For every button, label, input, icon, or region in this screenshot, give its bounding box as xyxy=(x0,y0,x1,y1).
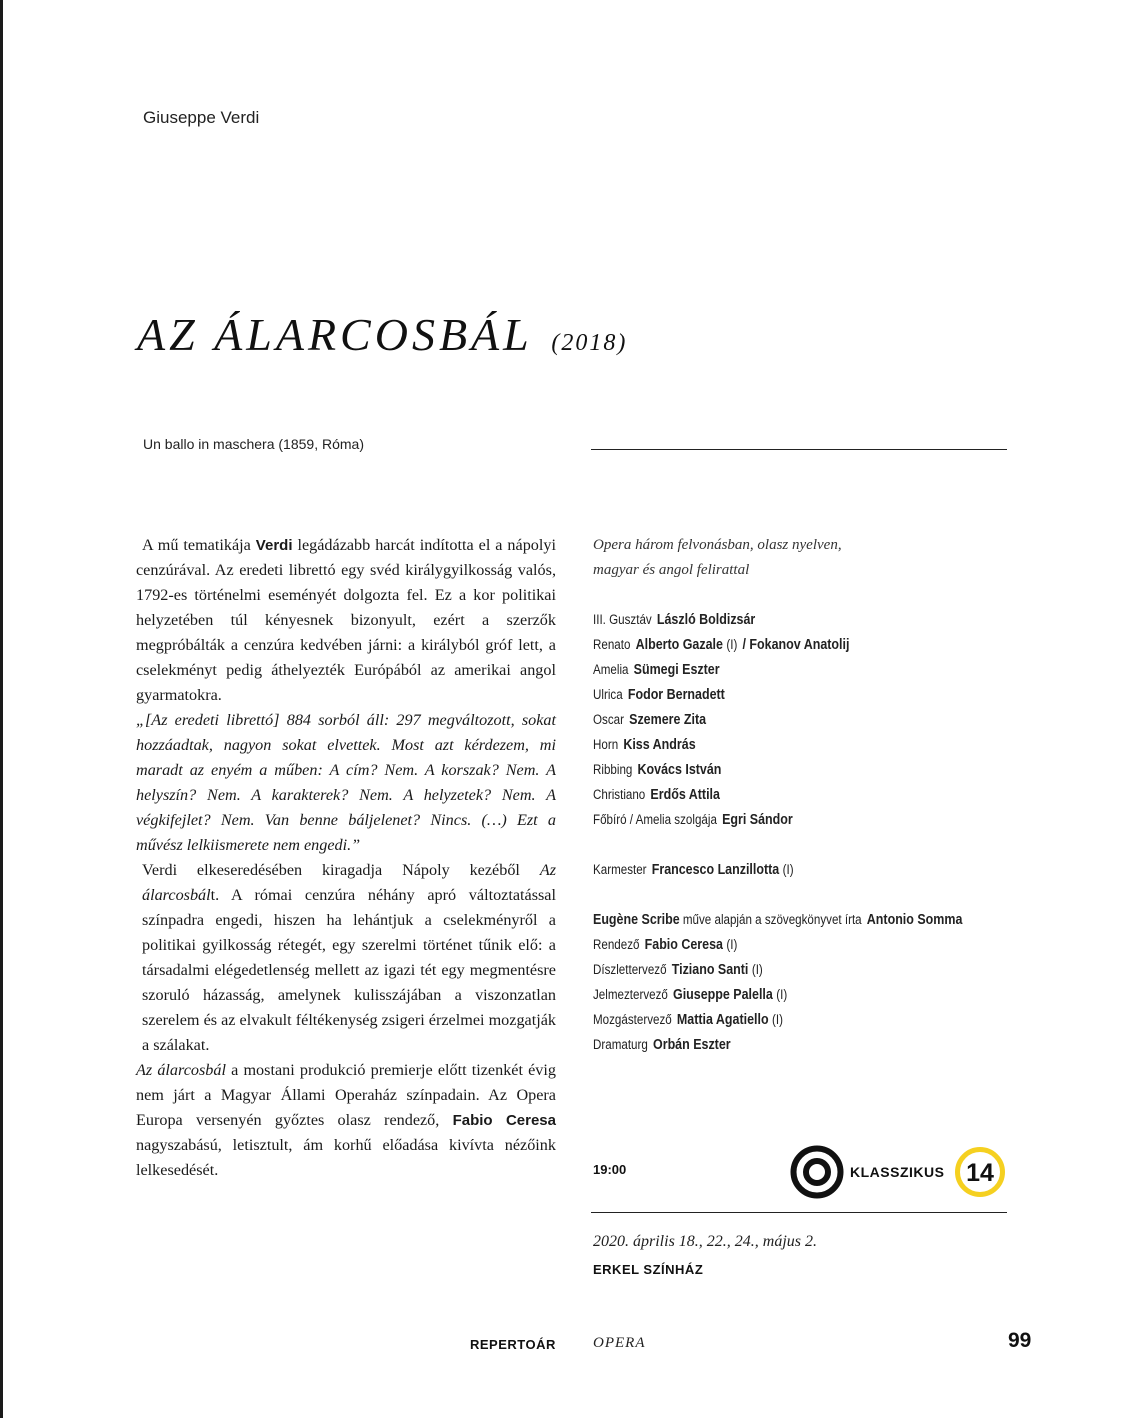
page-edge-rule xyxy=(0,0,3,1418)
crew-row xyxy=(593,957,962,982)
cast-name: Fodor Bernadett xyxy=(627,687,725,703)
libretto-author: Eugène Scribe xyxy=(593,912,680,928)
cast-role: Christiano xyxy=(593,787,646,802)
crew-name: Mattia Agatiello xyxy=(676,1012,769,1028)
cast-list xyxy=(593,607,1023,1057)
libretto-writer: Antonio Somma xyxy=(866,912,963,928)
cast-row xyxy=(593,657,962,682)
series-badge xyxy=(790,1145,1006,1199)
series-number-badge xyxy=(954,1146,1006,1198)
target-icon xyxy=(790,1145,844,1199)
synopsis-italic-title: Az álarcosbál xyxy=(142,861,556,904)
performance-info xyxy=(593,533,842,583)
synopsis-text: legádázabb harcát indította el a nápolyi cenzúrával. Az eredeti librettó egy svéd királygyilkosság valós, 1792-es történelmi eseményét dolgozta fel. Ez a kor politikai helyzetében túl kényesnek bizonyult, ezért a szerzők megpróbálták a cenzúra kedvében járni: a királyból gróf lett, a cselekményt pedig áthelyezték Európából az amerikai angol gyarmatokra. xyxy=(136,536,556,704)
synopsis-paragraph-2 xyxy=(136,858,556,1058)
synopsis-paragraph-1 xyxy=(136,533,556,708)
crew-mark: (I) xyxy=(776,987,788,1002)
info-line: Opera három felvonásban, olasz nyelven, xyxy=(593,537,842,553)
crew-row xyxy=(593,1007,962,1032)
quote-text: „[Az eredeti librettó] 884 sorból áll: 297 megváltozott, sokat hozzáadtak, nagyon sokat elvettek. Most azt kérdezem, mi maradt az enyém a műben: A cím? Nem. A korszak? Nem. A helyszín? Nem. A karakterek? Nem. A helyzetek? Nem. A végkifejlet? Nem. Van benne báljelenet? Nincs. (…) Ezt a művész lelkiismerete nem engedi.” xyxy=(136,711,556,854)
cast-role: Amelia xyxy=(593,662,629,677)
cast-name-alt: / Fokanov Anatolij xyxy=(742,637,850,653)
original-title: Un ballo in maschera (1859, Róma) xyxy=(143,436,364,452)
series-label: KLASSZIKUS xyxy=(850,1164,945,1180)
synopsis-text: Verdi elkeseredésében kiragadja Nápoly kezéből xyxy=(142,861,540,879)
crew-mark: (I) xyxy=(726,937,738,952)
crew-role: Mozgástervező xyxy=(593,1012,672,1027)
crew-name: Orbán Eszter xyxy=(653,1037,731,1053)
cast-role: Oscar xyxy=(593,712,624,727)
synopsis-italic-title: Az álarcosbál xyxy=(136,1061,226,1079)
composer-name: Giuseppe Verdi xyxy=(143,108,260,127)
synopsis xyxy=(136,533,556,1183)
synopsis-paragraph-3 xyxy=(136,1058,556,1183)
cast-role: III. Gusztáv xyxy=(593,612,652,627)
series-number: 14 xyxy=(966,1159,995,1187)
crew-name: Tiziano Santi xyxy=(671,962,749,978)
libretto-row xyxy=(593,907,962,932)
divider-bottom xyxy=(591,1212,1007,1213)
cast-row xyxy=(593,707,962,732)
spacer xyxy=(593,832,1023,857)
crew-row xyxy=(593,1032,962,1057)
cast-row xyxy=(593,632,962,657)
synopsis-text: t. A római cenzúra néhány apró változtatással színpadra engedi, hiszen ha lehántjuk a cselekményről a politikai gyilkosság rétegét, egy szerelmi történet tűnik elő: a társadalmi elégedetlenség mellett az igazi tét egy megmentésre szoruló házasság, amelynek kulisszájában a viszonzatlan szerelem és az elvakult féltékenység zsigeri érzelmei mozgatják a szálakat. xyxy=(142,886,556,1054)
info-line: magyar és angol felirattal xyxy=(593,562,750,578)
cast-role: Főbíró / Amelia szolgája xyxy=(593,812,717,827)
conductor-row xyxy=(593,857,962,882)
footer-section: REPERTOÁR xyxy=(470,1337,556,1352)
crew-mark: (I) xyxy=(772,1012,783,1027)
title-year: (2018) xyxy=(551,330,628,356)
conductor-mark: (I) xyxy=(782,862,794,877)
venue: ERKEL SZÍNHÁZ xyxy=(593,1262,704,1277)
cast-row xyxy=(593,732,962,757)
conductor-name: Francesco Lanzillotta xyxy=(651,862,780,878)
synopsis-text: A mű tematikája xyxy=(142,536,256,554)
cast-name: Erdős Attila xyxy=(650,787,720,803)
cast-row xyxy=(593,682,962,707)
conductor-role: Karmester xyxy=(593,862,647,877)
cast-name: László Boldizsár xyxy=(656,612,756,628)
cast-name: Szemere Zita xyxy=(629,712,707,728)
crew-role: Rendező xyxy=(593,937,640,952)
crew-role: Dramaturg xyxy=(593,1037,648,1052)
crew-role: Jelmeztervező xyxy=(593,987,668,1002)
show-time: 19:00 xyxy=(593,1162,627,1177)
crew-mark: (I) xyxy=(751,962,763,977)
cast-name: Kovács István xyxy=(637,762,722,778)
crew-name: Giuseppe Palella xyxy=(673,987,773,1003)
crew-row xyxy=(593,932,962,957)
page-title xyxy=(137,308,627,361)
footer-category: OPERA xyxy=(593,1335,646,1351)
cast-row xyxy=(593,607,962,632)
synopsis-bold-verdi: Verdi xyxy=(255,537,293,554)
cast-row xyxy=(593,782,962,807)
cast-name: Sümegi Eszter xyxy=(633,662,720,678)
performance-dates: 2020. április 18., 22., 24., május 2. xyxy=(593,1233,818,1250)
cast-role: Ulrica xyxy=(593,687,623,702)
divider-top xyxy=(591,449,1007,450)
cast-name: Egri Sándor xyxy=(722,812,793,828)
synopsis-quote xyxy=(136,708,556,858)
spacer xyxy=(593,882,1023,907)
cast-name: Alberto Gazale xyxy=(635,637,723,653)
synopsis-bold-director: Fabio Ceresa xyxy=(452,1112,556,1129)
cast-role: Ribbing xyxy=(593,762,633,777)
cast-row xyxy=(593,807,962,832)
libretto-text: műve alapján a szövegkönyvet írta xyxy=(682,912,862,927)
cast-name: Kiss András xyxy=(623,737,696,753)
cast-mark: (I) xyxy=(726,637,738,652)
crew-name: Fabio Ceresa xyxy=(644,937,723,953)
crew-role: Díszlettervező xyxy=(593,962,667,977)
title-text: AZ ÁLARCOSBÁL xyxy=(137,309,532,360)
cast-row xyxy=(593,757,962,782)
synopsis-text: nagyszabású, letisztult, ám korhű előadása kivívta nézőink lelkesedését. xyxy=(136,1136,556,1179)
cast-role: Renato xyxy=(593,637,631,652)
crew-row xyxy=(593,982,962,1007)
cast-role: Horn xyxy=(593,737,619,752)
page-number: 99 xyxy=(1008,1329,1032,1352)
synopsis-text: a mostani produkció premierje előtt tizenkét évig nem járt a Magyar Állami Operaház színpadain. Az Opera Europa versenyén győztes olasz rendező, xyxy=(136,1061,556,1129)
